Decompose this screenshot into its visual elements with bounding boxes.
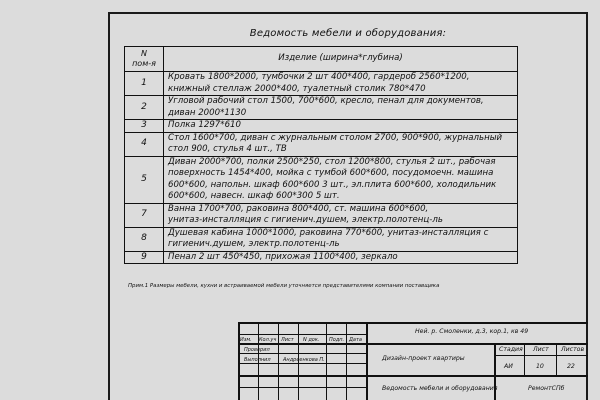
tb-sheet: 10 xyxy=(536,363,544,370)
row-item-line: Ванна 1700*700, раковина 800*400, ст. машина 600*600, xyxy=(168,203,429,214)
tb-line xyxy=(238,375,588,377)
row-item-line: Кровать 1800*2000, тумбочки 2 шт 400*400, гардероб 2560*1200, xyxy=(168,72,470,82)
row-room-number: 7 xyxy=(125,203,164,227)
row-items xyxy=(164,156,518,203)
tb-stage: АИ xyxy=(504,363,513,370)
table-row xyxy=(125,96,518,120)
table-row xyxy=(125,120,518,133)
tb-line xyxy=(238,387,366,388)
tb-sheets: 22 xyxy=(567,363,575,370)
tb-col-docnum: N док. xyxy=(303,337,320,343)
row-items xyxy=(164,132,518,156)
tb-col-date: Дата xyxy=(349,337,362,343)
row-item-line: Диван 2000*700, полки 2500*250, стол 1200*800, стулья 2 шт., рабочая xyxy=(168,156,496,167)
tb-line xyxy=(556,343,557,376)
footnote: Прим.1 Размеры мебели, кухни и встраиваемой мебели уточняется представителями компании поставщика xyxy=(128,283,440,289)
row-items xyxy=(164,251,518,264)
table-row xyxy=(125,251,518,264)
tb-developer-name: Андреенкова П. xyxy=(283,357,325,363)
tb-line xyxy=(238,334,366,335)
row-items xyxy=(164,96,518,120)
row-items xyxy=(164,227,518,251)
tb-col-count: Кол.уч xyxy=(259,337,277,343)
row-item-line: 600*600, напольн. шкаф 600*600 3 шт., эл.плита 600*600, холодильник xyxy=(168,179,497,190)
header-num-line1: N xyxy=(141,49,147,58)
header-num-line2: пом-я xyxy=(132,59,156,68)
row-room-number: 3 xyxy=(125,120,164,133)
row-item-line: 600*600, навесн. шкаф 600*300 5 шт. xyxy=(168,191,340,201)
table-row xyxy=(125,132,518,156)
tb-sheets-label: Листов xyxy=(561,346,585,353)
tb-line xyxy=(238,353,366,354)
row-item-line: Угловой рабочий стол 1500, 700*600, кресло, пенал для документов, xyxy=(168,96,484,106)
document-title: Ведомость мебели и оборудования: xyxy=(249,28,447,39)
row-room-number: 9 xyxy=(125,251,164,264)
tb-doc-name: Ведомость мебели и оборудования xyxy=(382,385,498,392)
row-items xyxy=(164,120,518,133)
row-item-line: гигиенич.душем, электр.полотенц-ль xyxy=(168,239,340,249)
table-row xyxy=(125,227,518,251)
row-items xyxy=(164,72,518,96)
row-item-line: поверхность 1454*400, мойка с тумбой 600*600, посудомоечн. машина xyxy=(168,168,494,178)
tb-line xyxy=(238,322,588,324)
tb-line xyxy=(238,343,588,345)
tb-developer-label: Выполнил xyxy=(244,357,271,363)
furniture-table xyxy=(124,46,518,264)
table-row xyxy=(125,72,518,96)
tb-line xyxy=(494,355,588,356)
tb-line xyxy=(366,322,368,400)
tb-sheet-label: Лист xyxy=(533,346,549,353)
tb-col-sign: Подп. xyxy=(329,337,345,343)
header-room-number xyxy=(125,47,164,72)
row-items xyxy=(164,203,518,227)
row-item-line: Пенал 2 шт 450*450, прихожая 1100*400, зеркало xyxy=(168,251,398,262)
table-row xyxy=(125,203,518,227)
header-item: Изделие (ширина*глубина) xyxy=(164,47,518,72)
tb-project: Дизайн-проект квартиры xyxy=(382,355,465,362)
tb-org: РемонтСПб xyxy=(528,385,565,392)
row-item-line: Полка 1297*610 xyxy=(168,120,241,130)
row-room-number: 1 xyxy=(125,72,164,96)
frame-border-left xyxy=(108,12,110,400)
row-item-line: Стол 1600*700, диван с журнальным столом 2700, 900*900, журнальный xyxy=(168,132,503,143)
row-room-number: 2 xyxy=(125,96,164,120)
table-row xyxy=(125,156,518,203)
tb-col-sheet: Лист xyxy=(281,337,294,343)
tb-stage-label: Стадия xyxy=(499,346,523,353)
table-header-row xyxy=(125,47,518,72)
row-room-number: 8 xyxy=(125,227,164,251)
tb-line xyxy=(524,343,525,376)
row-room-number: 4 xyxy=(125,132,164,156)
frame-border-right xyxy=(586,12,588,400)
row-item-line: диван 2000*1130 xyxy=(168,107,247,118)
row-item-line: Душевая кабина 1000*1000, раковина 770*600, унитаз-инсталляция с xyxy=(168,227,489,238)
row-item-line: стол 900, стулья 4 шт., ТВ xyxy=(168,144,287,154)
row-item-line: унитаз-инсталляция с гигиенич.душем, электр.полотенц-ль xyxy=(168,215,443,225)
row-room-number: 5 xyxy=(125,156,164,203)
tb-col-change: Изм. xyxy=(240,337,252,343)
frame-border-top xyxy=(108,12,588,14)
tb-line xyxy=(238,363,366,364)
row-item-line: книжный стеллаж 2000*400, туалетный столик 780*470 xyxy=(168,83,426,94)
tb-checked-label: Проверил xyxy=(244,347,270,353)
tb-address: Ней. р. Смоленки, д.3, кор.1, кв 49 xyxy=(415,328,529,335)
